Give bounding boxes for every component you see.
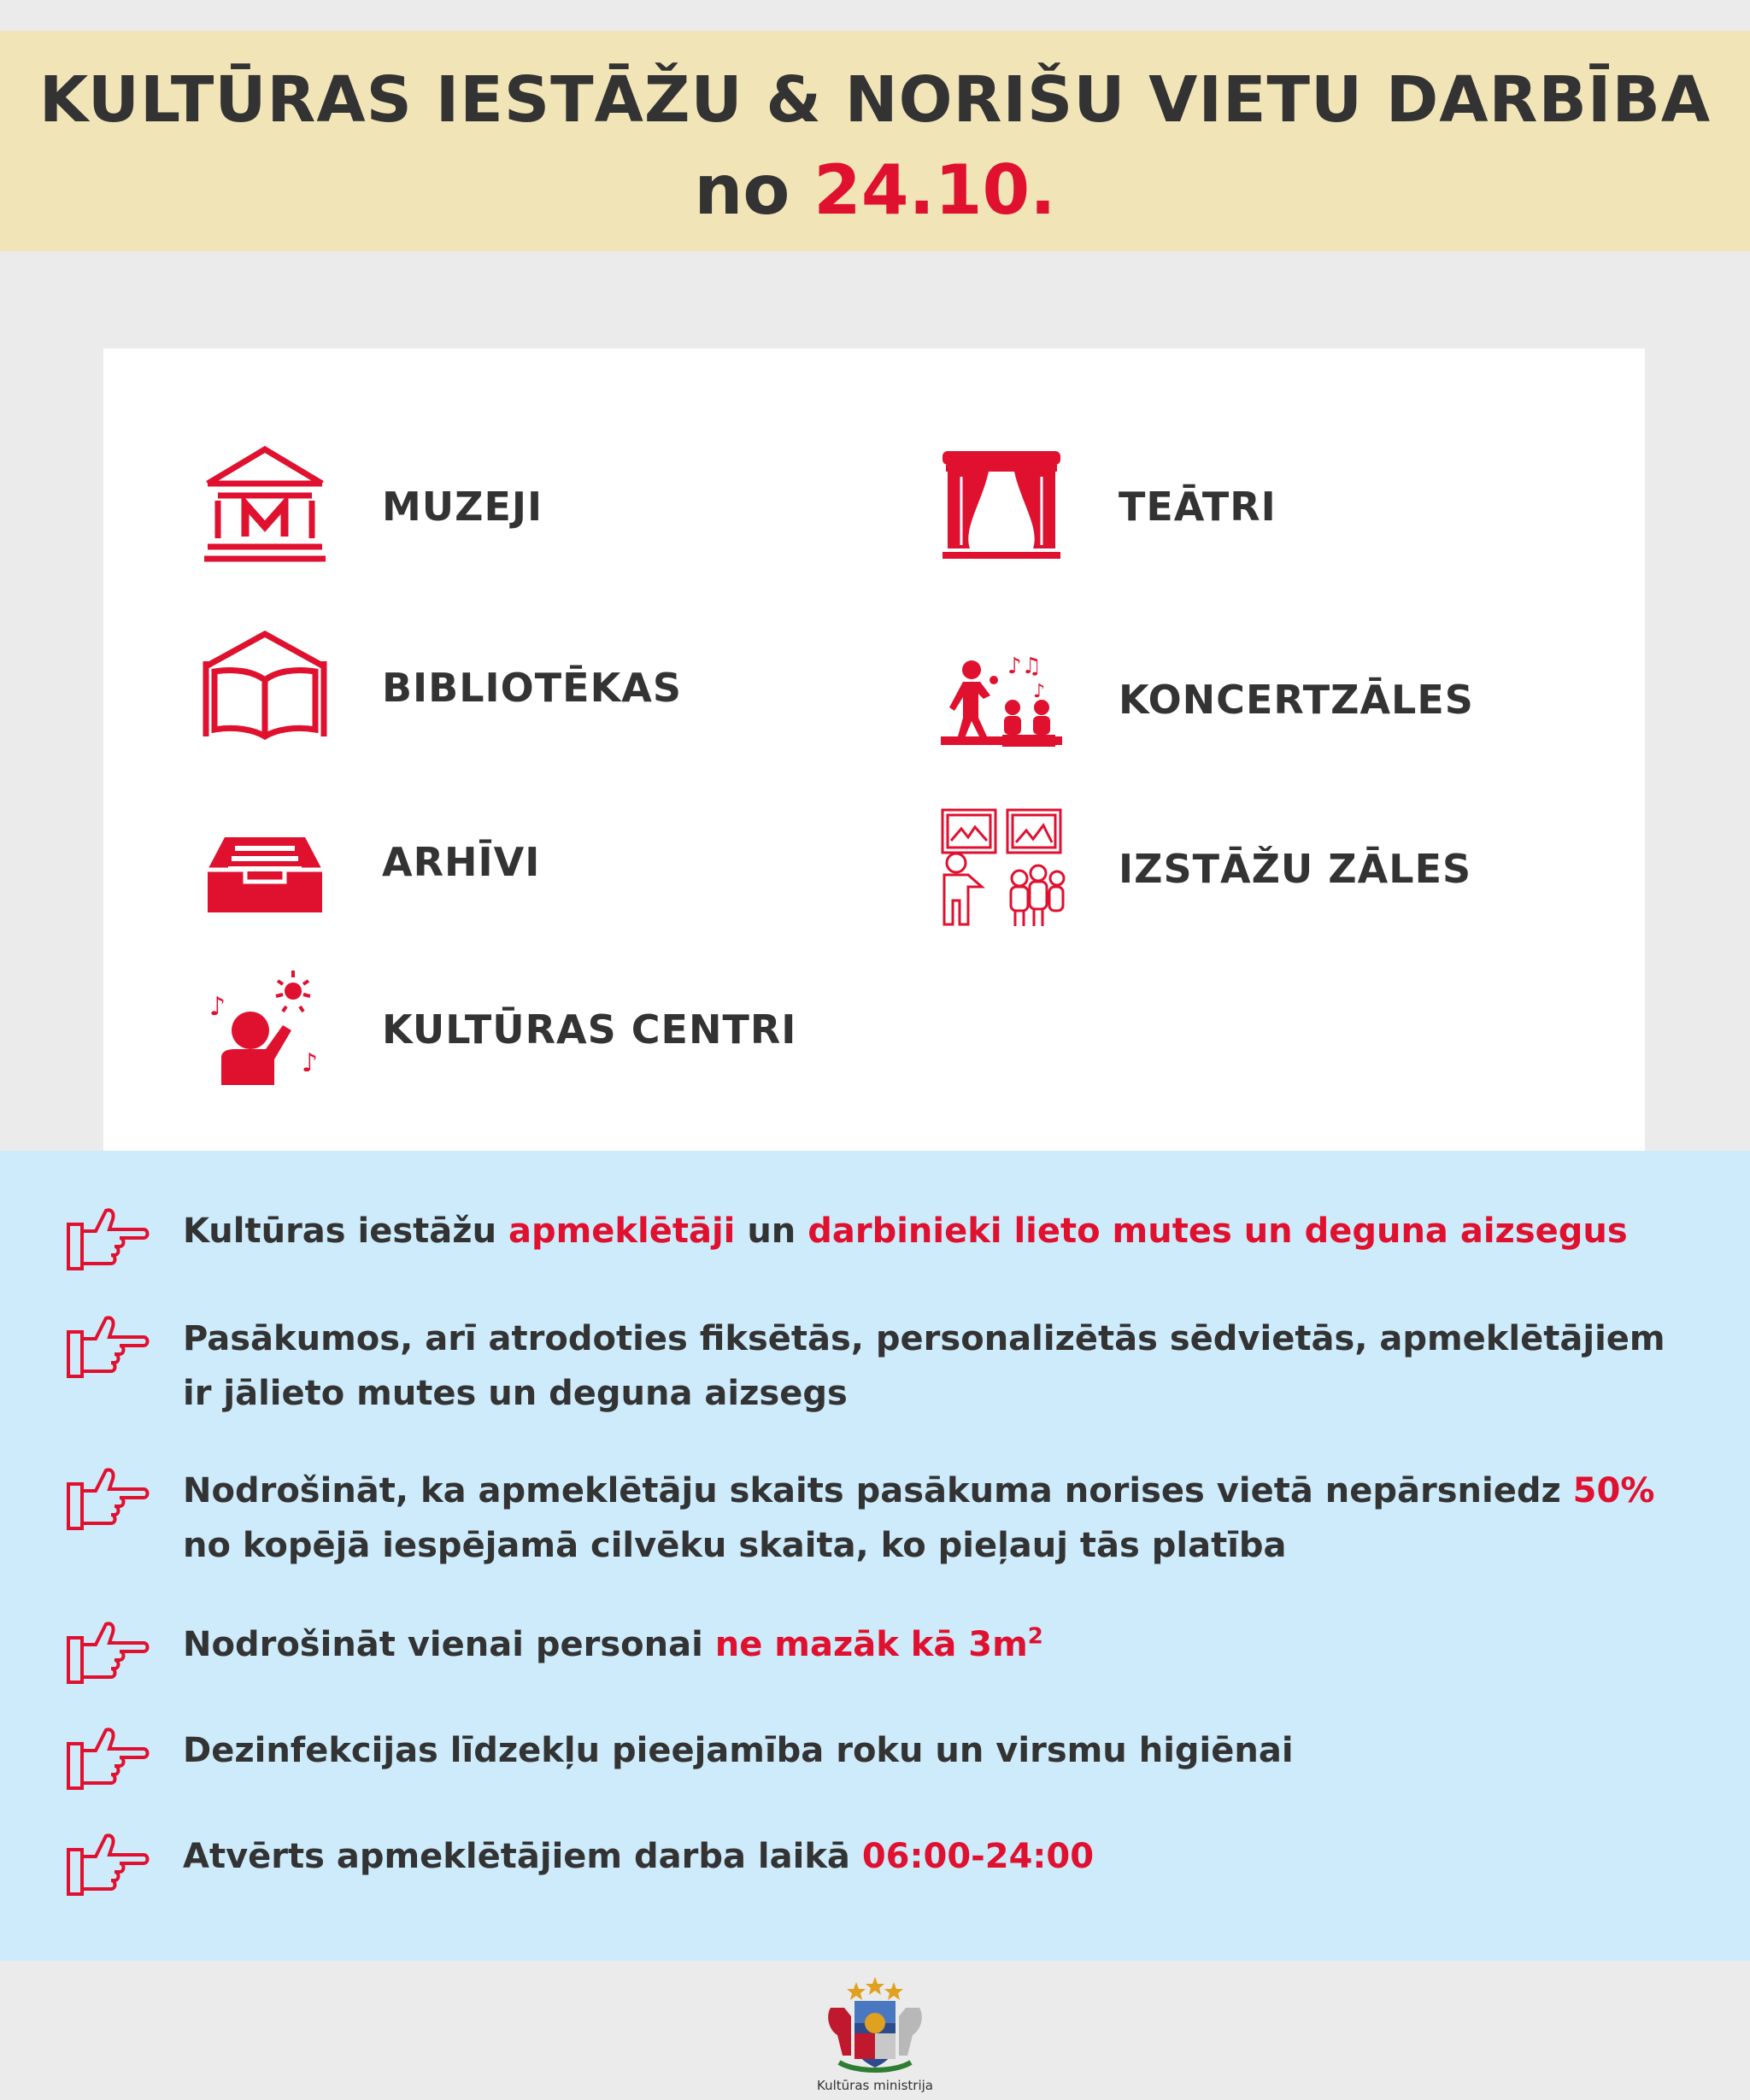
- institution-culture-centres: [201, 965, 796, 1094]
- institution-label: BIBLIOTĒKAS: [382, 665, 682, 711]
- rule-text-part: Nodrošināt, ka apmeklētāju skaits pasākuma norises vietā nepārsniedz: [183, 1471, 1573, 1510]
- svg-text:♪♫: ♪♫: [1007, 654, 1042, 679]
- rule-item: [65, 1204, 1706, 1274]
- museum-icon: [201, 443, 329, 571]
- date-value: 24.10.: [813, 150, 1056, 230]
- rule-text-part: un: [735, 1211, 808, 1251]
- book-icon: [201, 624, 329, 752]
- date-line: [0, 150, 1750, 230]
- institution-label: KULTŪRAS CENTRI: [382, 1006, 797, 1053]
- theatre-curtain-icon: [937, 443, 1066, 571]
- institutions-card: [103, 349, 1645, 1152]
- rule-item: [65, 1311, 1706, 1421]
- institution-theatres: [937, 443, 1277, 571]
- svg-text:♪: ♪: [302, 1048, 319, 1078]
- institution-exhibition-halls: [937, 805, 1471, 933]
- institution-label: KONCERTZĀLES: [1119, 677, 1474, 723]
- pointing-hand-icon: [65, 1725, 150, 1793]
- institution-label: IZSTĀŽU ZĀLES: [1119, 846, 1472, 892]
- institution-label: ARHĪVI: [382, 839, 541, 885]
- concert-icon: [937, 636, 1066, 764]
- rule-item: [65, 1617, 1706, 1687]
- culture-centre-icon: [201, 965, 329, 1094]
- rules-section: [0, 1151, 1750, 1961]
- rule-text-part: no kopējā iespējamā cilvēku skaita, ko pieļauj tās platība: [183, 1526, 1287, 1565]
- rule-item: [65, 1464, 1706, 1573]
- ministry-name: Kultūras ministrija: [817, 2078, 933, 2093]
- date-prefix: no: [694, 150, 790, 230]
- rule-text-part: Kultūras iestāžu: [183, 1211, 508, 1251]
- rule-text-superscript: 2: [1027, 1623, 1043, 1650]
- institution-label: TEĀTRI: [1119, 484, 1277, 530]
- rule-text-highlight: ne mazāk kā 3m: [714, 1625, 1028, 1664]
- institution-museums: [201, 443, 543, 571]
- rule-text: [183, 1617, 1704, 1672]
- rule-text-highlight: darbinieki lieto mutes un deguna aizsegus: [807, 1211, 1628, 1251]
- rule-text: [183, 1723, 1704, 1778]
- rule-text: [183, 1464, 1704, 1573]
- svg-text:♪: ♪: [209, 992, 226, 1022]
- rule-text-part: Atvērts apmeklētājiem darba laikā: [183, 1837, 862, 1876]
- institution-libraries: [201, 624, 682, 752]
- rule-text-highlight: 50%: [1572, 1471, 1655, 1510]
- rule-item: [65, 1829, 1706, 1899]
- archive-tray-icon: [201, 798, 329, 926]
- rule-item: [65, 1723, 1706, 1793]
- rule-text-highlight: apmeklētāji: [508, 1211, 736, 1251]
- page-title: KULTŪRAS IESTĀŽU & NORIŠU VIETU DARBĪBA: [38, 63, 1712, 137]
- pointing-hand-icon: [65, 1619, 150, 1687]
- exhibition-icon: [937, 805, 1066, 933]
- pointing-hand-icon: [65, 1465, 150, 1534]
- pointing-hand-icon: [65, 1205, 150, 1274]
- rule-text: [183, 1311, 1704, 1421]
- svg-text:♪: ♪: [1033, 681, 1046, 702]
- header-banner: [0, 31, 1750, 251]
- institution-concert-halls: [937, 636, 1474, 764]
- rule-text: [183, 1829, 1704, 1884]
- rule-text: [183, 1204, 1704, 1258]
- rule-text-part: Nodrošināt vienai personai: [183, 1625, 715, 1664]
- pointing-hand-icon: [65, 1313, 150, 1381]
- pointing-hand-icon: [65, 1831, 150, 1899]
- institution-label: MUZEJI: [382, 484, 543, 530]
- rule-text-highlight: 06:00-24:00: [861, 1837, 1095, 1876]
- coat-of-arms-logo: [813, 1974, 937, 2076]
- rule-text-part: Pasākumos, arī atrodoties fiksētās, personalizētās sēdvietās, apmeklētājiem ir jālieto mutes un deguna aizsegs: [183, 1319, 1665, 1413]
- institution-archives: [201, 798, 540, 926]
- rule-text-part: Dezinfekcijas līdzekļu pieejamība roku un virsmu higiēnai: [183, 1731, 1294, 1770]
